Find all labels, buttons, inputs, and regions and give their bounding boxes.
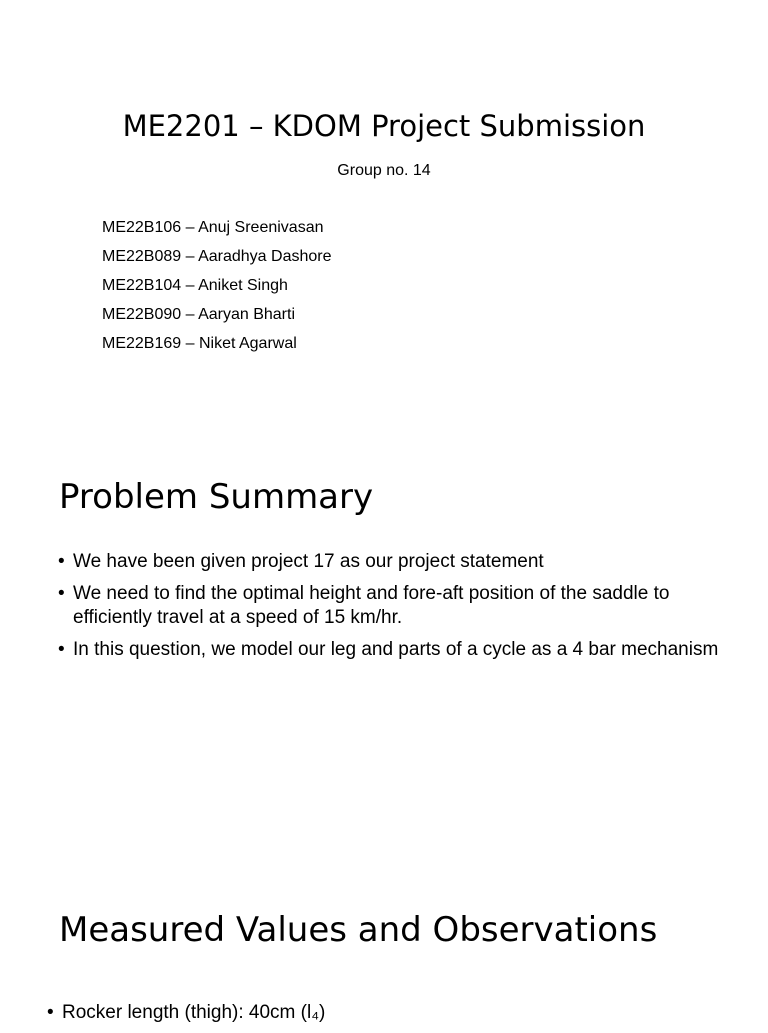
member-item: ME22B169 – Niket Agarwal (102, 335, 297, 352)
bullet-icon: • (47, 1002, 54, 1023)
member-item: ME22B106 – Anuj Sreenivasan (102, 219, 324, 236)
group-number: Group no. 14 (337, 162, 431, 179)
page-title: ME2201 – KDOM Project Submission (122, 109, 646, 143)
bullet-item (47, 1001, 717, 1025)
member-item: ME22B104 – Aniket Singh (102, 277, 288, 294)
measured-values-list (47, 1001, 717, 1033)
bullet-icon: • (58, 639, 65, 660)
member-item: ME22B089 – Aaradhya Dashore (102, 248, 332, 265)
bullet-item (58, 582, 728, 630)
member-item: ME22B090 – Aaryan Bharti (102, 306, 296, 323)
bullet-icon: • (58, 551, 65, 572)
bullet-icon: • (58, 583, 65, 604)
bullet-text: We need to find the optimal height and fore-aft position of the saddle to efficiently travel at a speed of 15 km/hr. (73, 583, 670, 628)
bullet-item (58, 638, 728, 662)
member-list (102, 215, 331, 360)
problem-summary-heading: Problem Summary (59, 477, 374, 517)
bullet-text: In this question, we model our leg and parts of a cycle as a 4 bar mechanism (73, 639, 719, 660)
bullet-text: Rocker length (thigh): 40cm (l₄) (62, 1002, 326, 1023)
problem-summary-list (58, 550, 728, 670)
measured-values-heading: Measured Values and Observations (59, 910, 658, 950)
bullet-text: We have been given project 17 as our project statement (73, 551, 544, 572)
bullet-item (58, 550, 728, 574)
